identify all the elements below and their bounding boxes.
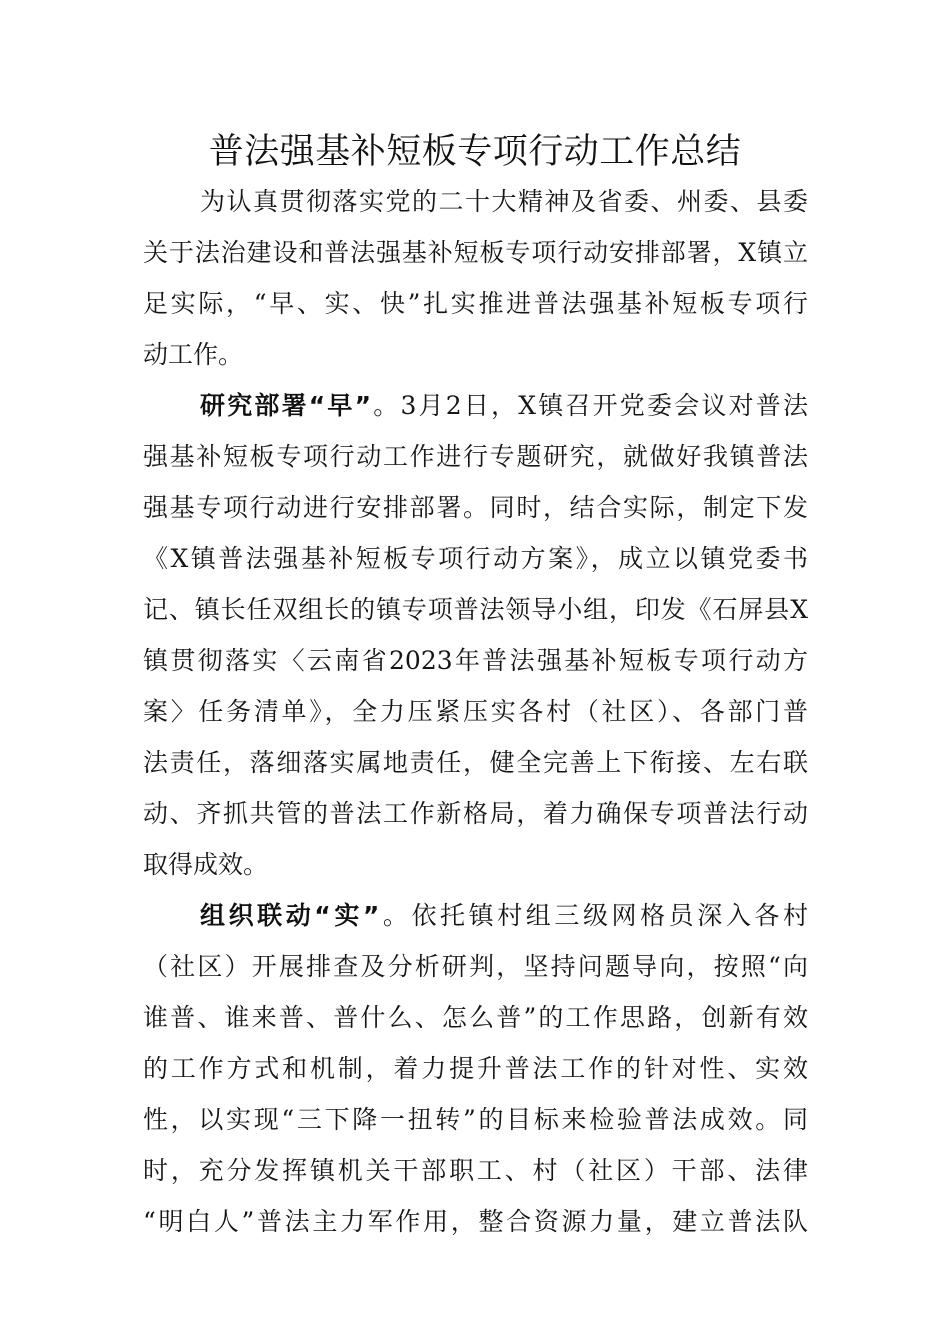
section1-line: 动、齐抓共管的普法工作新格局，着力确保专项普法行动 — [143, 799, 808, 828]
section2-heading: 组织联动“实” — [200, 901, 380, 930]
intro-line: 足实际，“早、实、快”扎实推进普法强基补短板专项行 — [143, 289, 808, 318]
section1-first-line — [143, 380, 808, 431]
section1-line: 记、镇长任双组长的镇专项普法领导小组，印发《石屏县X — [143, 595, 808, 624]
intro-line: 关于法治建设和普法强基补短板专项行动安排部署，X镇立 — [143, 238, 808, 267]
intro-line: 为认真贯彻落实党的二十大精神及省委、州委、县委 — [200, 187, 808, 216]
section1-heading: 研究部署“早” — [200, 391, 372, 420]
document-body — [143, 176, 808, 1247]
section1-line: 案〉任务清单》，全力压紧压实各村（社区）、各部门普 — [143, 697, 808, 726]
section2-line: 的工作方式和机制，着力提升普法工作的针对性、实效 — [143, 1054, 808, 1083]
section2-first-text: 。依托镇村组三级网格员深入各村 — [379, 901, 808, 930]
document-title: 普法强基补短板专项行动工作总结 — [208, 132, 742, 172]
section2-line: “明白人”普法主力军作用，整合资源力量，建立普法队 — [143, 1207, 808, 1236]
section2-line: 谁普、谁来普、普什么、怎么普”的工作思路，创新有效 — [143, 1003, 808, 1032]
section1-line: 镇贯彻落实〈云南省2023年普法强基补短板专项行动方 — [143, 646, 808, 675]
section1-first-text: 。3月2日，X镇召开党委会议对普法 — [371, 391, 808, 420]
section2-line: 性，以实现“三下降一扭转”的目标来检验普法成效。同 — [143, 1105, 808, 1134]
section1-line: 强基专项行动进行安排部署。同时，结合实际，制定下发 — [143, 493, 808, 522]
section2-line: 时，充分发挥镇机关干部职工、村（社区）干部、法律 — [143, 1156, 808, 1185]
intro-line: 动工作。 — [143, 340, 244, 369]
section1-line: 法责任，落细落实属地责任，健全完善上下衔接、左右联 — [143, 748, 808, 777]
section2-first-line — [143, 890, 808, 941]
section1-line: 取得成效。 — [143, 850, 269, 879]
section1-line: 强基补短板专项行动工作进行专题研究，就做好我镇普法 — [143, 442, 808, 471]
section1-line: 《X镇普法强基补短板专项行动方案》，成立以镇党委书 — [143, 544, 808, 573]
section2-line: （社区）开展排查及分析研判，坚持问题导向，按照“向 — [143, 952, 808, 981]
